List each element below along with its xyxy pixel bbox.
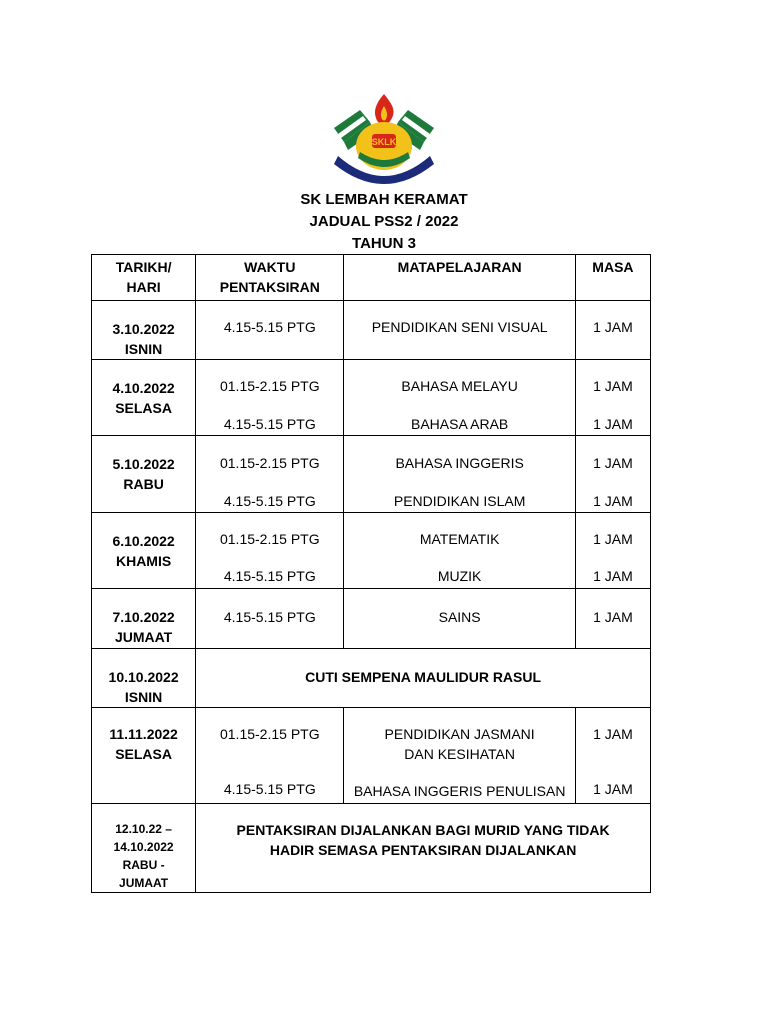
- date-cell: [92, 708, 196, 804]
- header-date-line1: TARIKH/: [115, 259, 172, 275]
- time-cell: [196, 301, 344, 360]
- time-text: 4.15-5.15 PTG: [223, 416, 316, 432]
- time-cell: [196, 589, 344, 649]
- subject-text: MUZIK: [437, 568, 482, 584]
- time-text: 4.15-5.15 PTG: [223, 493, 316, 509]
- table-row: [92, 708, 651, 804]
- subject-text: BAHASA MELAYU: [401, 378, 518, 394]
- holiday-text: CUTI SEMPENA MAULIDUR RASUL: [305, 669, 542, 685]
- subject-text: BAHASA ARAB: [410, 416, 509, 432]
- duration-cell: [575, 589, 650, 649]
- date-cell: [92, 301, 196, 360]
- duration-text: 1 JAM: [593, 416, 633, 432]
- date-text: 10.10.2022: [108, 669, 179, 685]
- time-text: 4.15-5.15 PTG: [223, 568, 316, 584]
- day-text: RABU -: [122, 858, 165, 872]
- day-text: KHAMIS: [115, 553, 172, 569]
- subject-cell: [344, 513, 575, 589]
- subject-cell: [344, 589, 575, 649]
- table-row: [92, 301, 651, 360]
- subject-cell: [344, 360, 575, 436]
- school-logo: [330, 92, 438, 188]
- table-row: [92, 513, 651, 589]
- date-text: 7.10.2022: [112, 609, 175, 625]
- header-row: [92, 255, 651, 301]
- schedule-table: [91, 254, 651, 893]
- table-row: [92, 649, 651, 708]
- day-text: SELASA: [115, 746, 172, 762]
- schedule-title: JADUAL PSS2 / 2022: [309, 213, 459, 230]
- day-text: JUMAAT: [119, 876, 169, 890]
- table-row: [92, 436, 651, 513]
- subject-text: PENDIDIKAN JASMANI: [384, 726, 535, 742]
- note-text: PENTAKSIRAN DIJALANKAN BAGI MURID YANG TIDAK HADIR SEMASA PENTAKSIRAN DIJALANKAN: [236, 822, 610, 858]
- duration-text: 1 JAM: [593, 531, 633, 547]
- time-text: 01.15-2.15 PTG: [219, 726, 320, 742]
- duration-cell: [575, 513, 650, 589]
- duration-text: 1 JAM: [593, 493, 633, 509]
- time-text: 4.15-5.15 PTG: [223, 319, 316, 335]
- date-cell: [92, 804, 196, 893]
- subject-text: DAN KESIHATAN: [404, 746, 515, 762]
- header-subject: [344, 255, 575, 301]
- time-cell: [196, 708, 344, 804]
- duration-cell: [575, 360, 650, 436]
- time-text: 4.15-5.15 PTG: [223, 609, 316, 625]
- holiday-cell: [196, 649, 651, 708]
- header-duration-label: MASA: [592, 259, 634, 275]
- time-text: 01.15-2.15 PTG: [219, 378, 320, 394]
- time-text: 01.15-2.15 PTG: [219, 455, 320, 471]
- date-text: 4.10.2022: [112, 380, 175, 396]
- duration-cell: [575, 708, 650, 804]
- subject-text: BAHASA INGGERIS: [395, 455, 524, 471]
- header-time-line1: WAKTU: [244, 259, 296, 275]
- duration-cell: [575, 301, 650, 360]
- year-level: TAHUN 3: [352, 235, 416, 252]
- duration-text: 1 JAM: [593, 568, 633, 584]
- subject-text: PENDIDIKAN SENI VISUAL: [371, 319, 548, 335]
- date-cell: [92, 649, 196, 708]
- date-cell: [92, 436, 196, 513]
- duration-text: 1 JAM: [593, 378, 633, 394]
- note-cell: [196, 804, 651, 893]
- header-time: [196, 255, 344, 301]
- subject-text: BAHASA INGGERIS PENULISAN: [353, 783, 566, 799]
- date-text: 14.10.2022: [113, 840, 174, 854]
- header-date-line2: HARI: [126, 279, 161, 295]
- duration-cell: [575, 436, 650, 513]
- duration-text: 1 JAM: [593, 781, 633, 797]
- date-cell: [92, 360, 196, 436]
- header-date: [92, 255, 196, 301]
- time-cell: [196, 360, 344, 436]
- date-text: 6.10.2022: [112, 533, 175, 549]
- date-text: 3.10.2022: [112, 321, 175, 337]
- svg-text:SKLK: SKLK: [371, 137, 397, 147]
- date-cell: [92, 513, 196, 589]
- duration-text: 1 JAM: [593, 609, 633, 625]
- time-text: 01.15-2.15 PTG: [219, 531, 320, 547]
- table-row: [92, 360, 651, 436]
- subject-cell: [344, 436, 575, 513]
- date-cell: [92, 589, 196, 649]
- date-text: 11.11.2022: [109, 726, 178, 742]
- day-text: SELASA: [115, 400, 172, 416]
- day-text: RABU: [123, 476, 164, 492]
- table-row: [92, 804, 651, 893]
- duration-text: 1 JAM: [593, 455, 633, 471]
- logo-flame: [375, 94, 394, 125]
- subject-text: MATEMATIK: [419, 531, 500, 547]
- subject-cell: [344, 301, 575, 360]
- subject-text: PENDIDIKAN ISLAM: [393, 493, 526, 509]
- subject-text: SAINS: [438, 609, 481, 625]
- time-text: 4.15-5.15 PTG: [223, 781, 316, 797]
- header-subject-label: MATAPELAJARAN: [397, 259, 522, 275]
- time-cell: [196, 513, 344, 589]
- school-name: SK LEMBAH KERAMAT: [300, 191, 468, 208]
- date-text: 12.10.22 –: [115, 822, 172, 836]
- day-text: JUMAAT: [114, 629, 173, 645]
- subject-cell: [344, 708, 575, 804]
- date-text: 5.10.2022: [112, 456, 175, 472]
- header-duration: [575, 255, 650, 301]
- duration-text: 1 JAM: [593, 319, 633, 335]
- duration-text: 1 JAM: [593, 726, 633, 742]
- header-time-line2: PENTAKSIRAN: [219, 279, 320, 295]
- table-row: [92, 589, 651, 649]
- day-text: ISNIN: [124, 689, 163, 705]
- time-cell: [196, 436, 344, 513]
- day-text: ISNIN: [124, 341, 163, 357]
